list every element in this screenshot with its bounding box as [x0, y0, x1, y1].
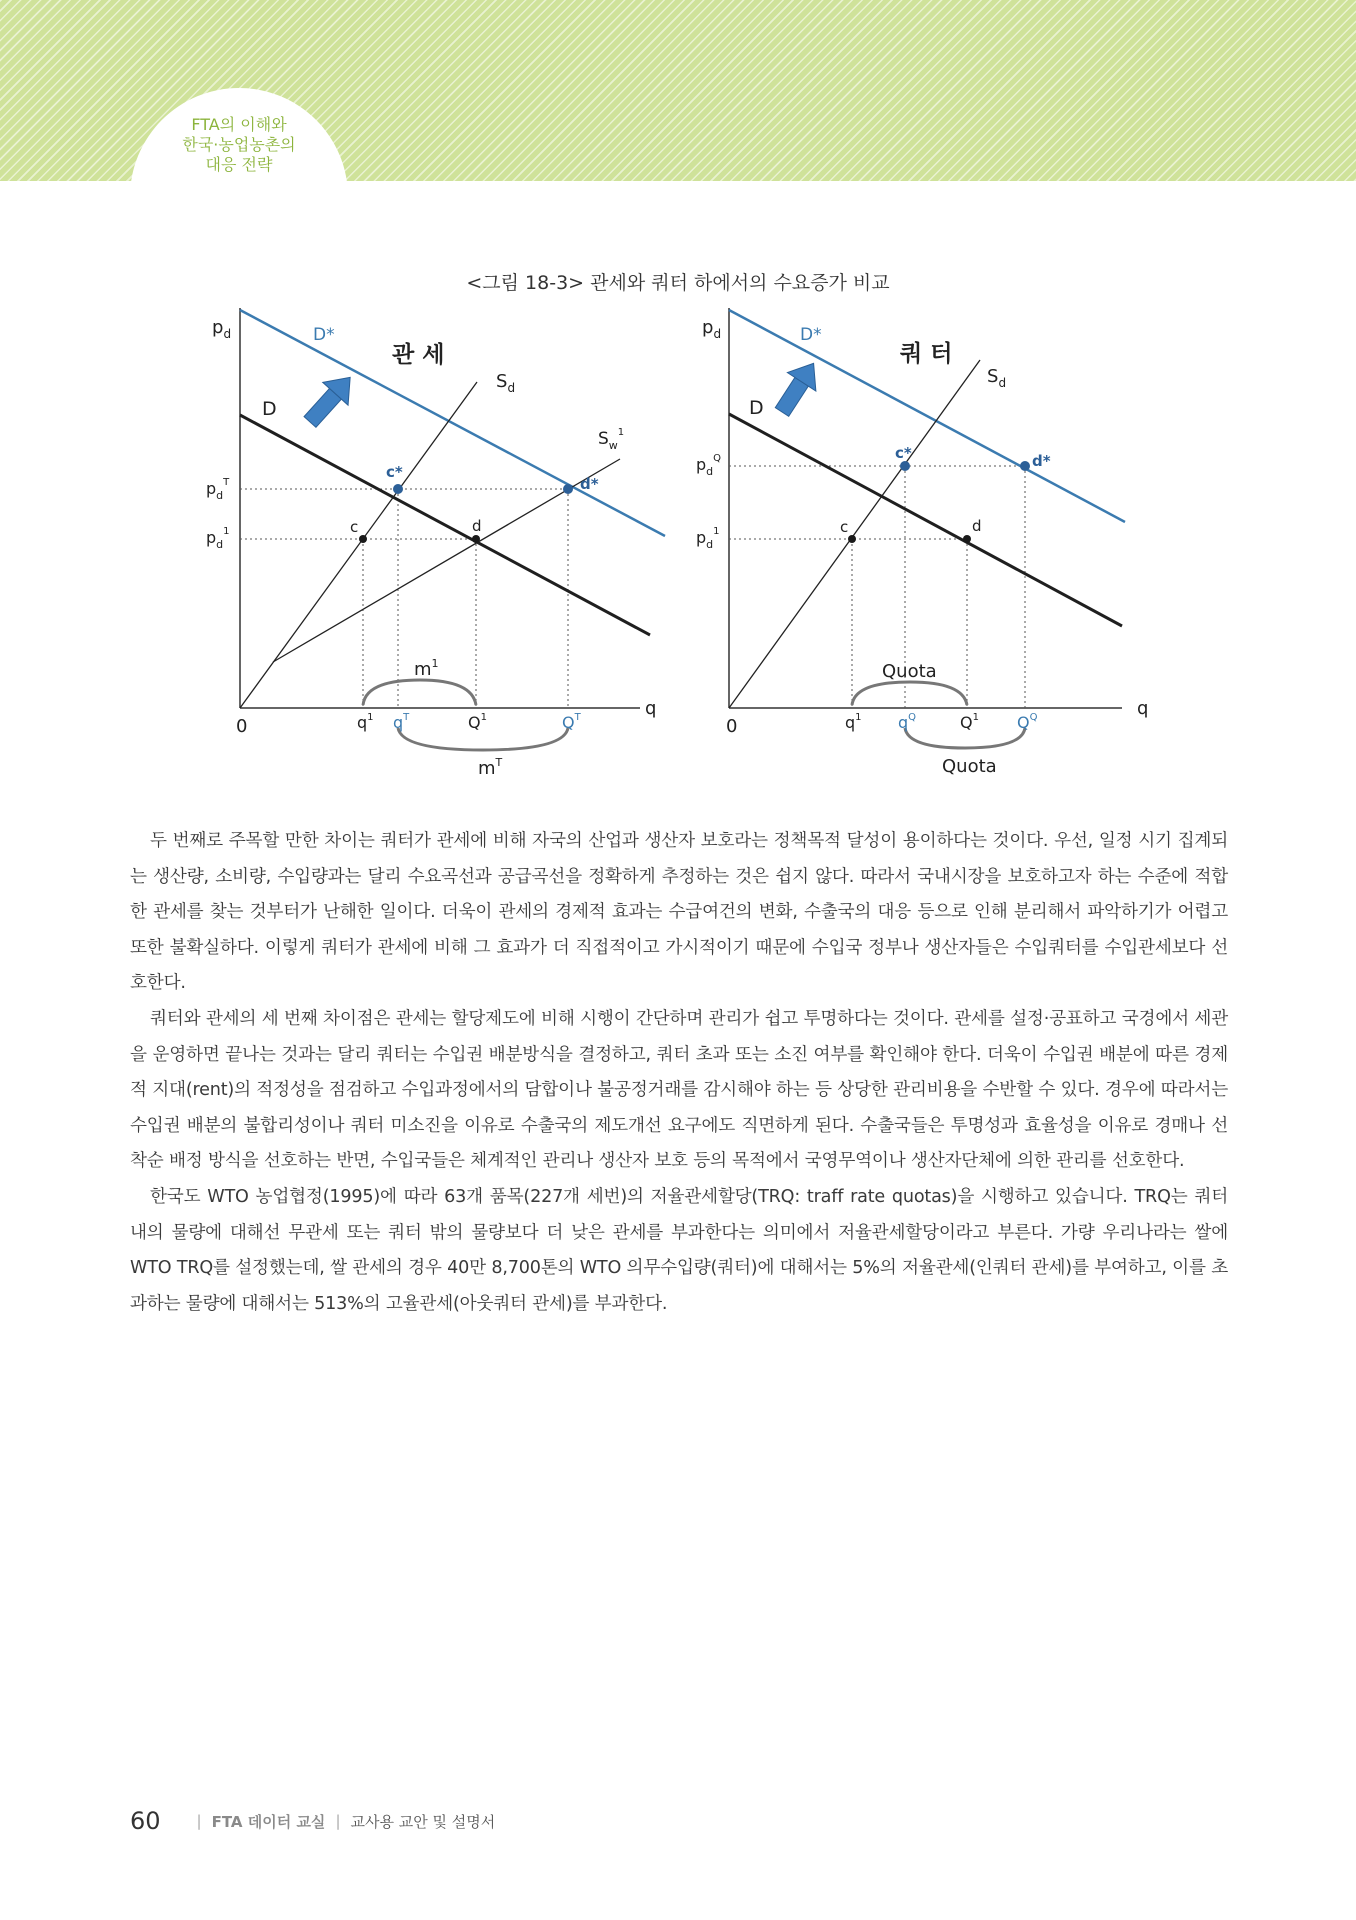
panel-title-quota: 쿼 터 — [900, 341, 953, 367]
label-dstar: d* — [580, 475, 599, 493]
label-quota-bottom: Quota — [942, 756, 997, 777]
header-title — [130, 115, 348, 175]
label-d: d — [472, 517, 482, 535]
supply-curve-Sd — [729, 360, 980, 708]
footer-doc-type: 교사용 교안 및 설명서 — [350, 1812, 496, 1831]
demand-curve-Dstar — [240, 310, 665, 536]
label-pd1: $p_d^1$ — [206, 526, 230, 551]
point-d — [472, 535, 480, 543]
label-pdT: $p_d^T$ — [206, 477, 230, 502]
header-title-line-1: FTA의 이해와 — [191, 115, 287, 134]
label-m1: $m^1$ — [414, 657, 439, 680]
label-Dstar: D* — [313, 325, 335, 345]
point-cstar — [393, 484, 403, 494]
body-text — [130, 824, 1228, 1322]
footer-series: FTA 데이터 교실 — [211, 1812, 326, 1831]
tariff-diagram — [200, 300, 680, 790]
point-dstar — [563, 484, 573, 494]
quota-diagram — [692, 300, 1172, 790]
label-cstar: c* — [895, 444, 912, 462]
figure-caption: <그림 18-3> 관세와 쿼터 하에서의 수요증가 비교 — [466, 272, 890, 294]
label-Sw: $S_w^1$ — [598, 427, 625, 452]
label-pd: $p_d$ — [212, 317, 232, 341]
label-QQ: $Q^Q$ — [1017, 712, 1038, 732]
label-q-axis: q — [645, 698, 657, 719]
label-D: D — [749, 397, 764, 419]
point-c — [848, 535, 856, 543]
label-d: d — [972, 517, 982, 535]
label-origin: 0 — [236, 716, 248, 737]
panel-title-tariff: 관 세 — [392, 342, 445, 368]
supply-curve-Sd — [240, 382, 477, 708]
label-q1: $q^1$ — [845, 712, 862, 732]
label-c: c — [350, 518, 359, 536]
label-pdQ: $p_d^Q$ — [696, 453, 722, 478]
demand-curve-D — [729, 414, 1122, 626]
label-Sd: $S_d$ — [987, 366, 1007, 390]
label-q1: $q^1$ — [357, 712, 374, 732]
label-pd: $p_d$ — [702, 317, 722, 341]
label-Dstar: D* — [800, 325, 822, 345]
label-D: D — [262, 398, 277, 420]
label-pd1: $p_d^1$ — [696, 526, 720, 551]
label-qQ: $q^Q$ — [898, 712, 917, 732]
label-Q1: $Q^1$ — [960, 712, 979, 732]
paragraph: 두 번째로 주목할 만한 차이는 쿼터가 관세에 비해 자국의 산업과 생산자 보호라는 정책목적 달성이 용이하다는 것이다. 우선, 일정 시기 집계되는 생산량, 소비량, 수입량과는 달리 수요곡선과 공급곡선을 정확하게 추정하는 것은 쉽지 않다. 따라서 국내시장을 보호하고자 하는 수준에 적합한 관세를 찾는 것부터가 난해한 일이다. 더욱이 관세의 경제적 효과는 수급여건의 변화, 수출국의 대응 등으로 인해 분리해서 파악하기가 어렵고 또한 불확실하다. 이렇게 쿼터가 관세에 비해 그 효과가 더 직접적이고 가시적이기 때문에 수입국 정부나 생산자들은 수입쿼터를 수입관세보다 선호한다. — [130, 831, 1228, 994]
point-d — [963, 535, 971, 543]
label-q-axis: q — [1137, 698, 1149, 719]
point-c — [359, 535, 367, 543]
brace-m1 — [363, 680, 476, 705]
demand-curve-D — [240, 415, 650, 635]
label-cstar: c* — [386, 463, 403, 481]
shift-arrow — [297, 366, 362, 433]
header-title-line-2: 한국·농업농촌의 — [182, 135, 296, 154]
page-number: 60 — [130, 1807, 161, 1835]
footer-separator: | — [196, 1812, 202, 1830]
point-cstar — [900, 461, 910, 471]
label-QT: $Q^T$ — [562, 712, 581, 732]
brace-quota-top — [852, 682, 967, 705]
label-Q1: $Q^1$ — [468, 712, 487, 732]
point-dstar — [1020, 461, 1030, 471]
label-origin: 0 — [726, 716, 738, 737]
label-Sd: $S_d$ — [496, 371, 516, 395]
label-dstar: d* — [1032, 452, 1051, 470]
paragraph: 한국도 WTO 농업협정(1995)에 따라 63개 품목(227개 세번)의 저율관세할당(TRQ: traff rate quotas)을 시행하고 있습니다. TRQ는 쿼터 내의 물량에 대해선 무관세 또는 쿼터 밖의 물량보다 더 낮은 관세를 부과한다는 의미에서 저율관세할당이라고 부른다. 가량 우리나라는 쌀에 WTO TRQ를 설정했는데, 쌀 관세의 경우 40만 8,700톤의 WTO 의무수입량(쿼터)에 대해서는 5%의 저율관세(인쿼터 관세)를 부여하고, 이를 초과하는 물량에 대해서는 513%의 고율관세(아웃쿼터 관세)를 부과한다. — [130, 1186, 1228, 1314]
brace-mT — [398, 728, 568, 750]
label-mT: $m^T$ — [478, 756, 503, 779]
shift-arrow — [768, 354, 828, 421]
paragraph: 쿼터와 관세의 세 번째 차이점은 관세는 할당제도에 비해 시행이 간단하며 관리가 쉽고 투명하다는 것이다. 관세를 설정·공표하고 국경에서 세관을 운영하면 끝나는 것과는 달리 쿼터는 수입권 배분방식을 결정하고, 쿼터 초과 또는 소진 여부를 확인해야 한다. 더욱이 수입권 배분에 따른 경제적 지대(rent)의 적정성을 점검하고 수입과정에서의 담합이나 불공정거래를 감시해야 하는 등 상당한 관리비용을 수반할 수 있다. 경우에 따라서는 수입권 배분의 불합리성이나 쿼터 미소진을 이유로 수출국의 제도개선 요구에도 직면하게 된다. 수출국들은 투명성과 효율성을 이유로 경매나 선착순 배정 방식을 선호하는 반면, 수입국들은 체계적인 관리나 생산자 보호 등의 목적에서 국영무역이나 생산자단체에 의한 관리를 선호한다. — [130, 1008, 1228, 1172]
header-title-line-3: 대응 전략 — [205, 155, 273, 174]
label-quota-top: Quota — [882, 661, 937, 682]
label-c: c — [840, 518, 849, 536]
label-qT: $q^T$ — [393, 712, 410, 732]
footer — [130, 1806, 495, 1836]
footer-separator: | — [335, 1812, 341, 1830]
